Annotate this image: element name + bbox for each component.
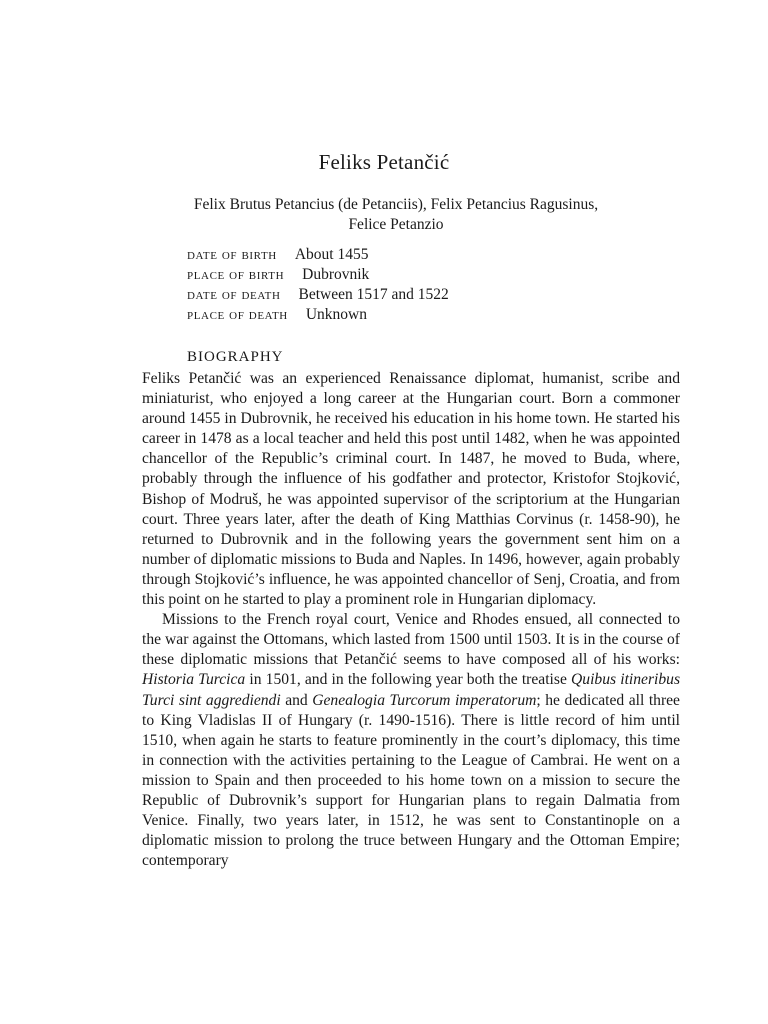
biography-paragraph-1: Feliks Petančić was an experienced Renaissance diplomat, humanist, scribe and miniaturist, who enjoyed a long career at the Hungarian court. Born a commoner around 1455 in Dubrovnik, he received his education in his home town. He started his career in 1478 as a local teacher and held this post until 1482, when he was appointed chancellor of the Republic’s criminal court. In 1487, he moved to Buda, where, probably through the influence of his godfather and protector, Kristofor Stojković, Bishop of Modruš, he was appointed supervisor of the scriptorium at the Hungarian court. Three years later, after the death of King Matthias Corvinus (r. 1458-90), he returned to Dubrovnik and in the following years the government sent him on a number of diplomatic missions to Buda and Naples. In 1496, however, again probably through Stojković’s influence, he was appointed chancellor of Senj, Croatia, and from this point on he started to play a prominent role in Hungarian diplomacy.: [142, 370, 680, 609]
fact-value: Unknown: [305, 306, 367, 323]
entry-aliases: Felix Brutus Petancius (de Petanciis), Felix Petancius Ragusinus, Felice Petanzio: [193, 196, 599, 233]
biography-heading: BIOGRAPHY: [187, 349, 284, 365]
biography-text: [142, 369, 680, 871]
paragraph-2-text-d: ; he dedicated all three to King Vladislas II of Hungary (r. 1490-1516). There is little record of him until 1510, when again he starts to feature prominently in the court’s diplomacy, this time in connection with the activities pertaining to the League of Cambrai. He went on a mission to Spain and then proceeded to his home town on a mission to secure the Republic of Dubrovnik’s support for Hungarian plans to regain Dalmatia from Venice. Finally, two years later, in 1512, he was sent to Constantinople on a diplomatic mission to prolong the truce between Hungary and the Ottoman Empire; contemporary: [142, 691, 680, 870]
work-title-quibus-itineribus: Quibus itineribus Turci sint aggrediendi: [142, 671, 681, 709]
fact-label: date of birth: [187, 247, 277, 263]
fact-value: Dubrovnik: [302, 266, 370, 283]
fact-row-date-of-birth: [187, 245, 449, 265]
fact-row-place-of-birth: [187, 265, 449, 285]
work-title-genealogia: Genealogia Turcorum imperatorum: [312, 691, 537, 709]
fact-row-date-of-death: [187, 285, 449, 305]
fact-row-place-of-death: [187, 305, 449, 325]
fact-label: place of death: [187, 307, 288, 323]
entry-title: Feliks Petančić: [318, 150, 450, 174]
paragraph-2-text-a: Missions to the French royal court, Venice and Rhodes ensued, all connected to the war against the Ottomans, which lasted from 1500 until 1503. It is in the course of these diplomatic missions that Petančić seems to have composed all of his works:: [142, 611, 680, 669]
biography-paragraph-2: [142, 610, 680, 871]
fact-label: date of death: [187, 287, 281, 303]
paragraph-2-text-c: and: [280, 691, 313, 709]
fact-value: Between 1517 and 1522: [298, 286, 449, 303]
fact-label: place of birth: [187, 267, 285, 283]
work-title-historia-turcica: Historia Turcica: [142, 671, 246, 689]
facts-table: [187, 245, 449, 325]
fact-value: About 1455: [294, 246, 369, 263]
paragraph-2-text-b: in 1501, and in the following year both the treatise: [245, 671, 572, 689]
